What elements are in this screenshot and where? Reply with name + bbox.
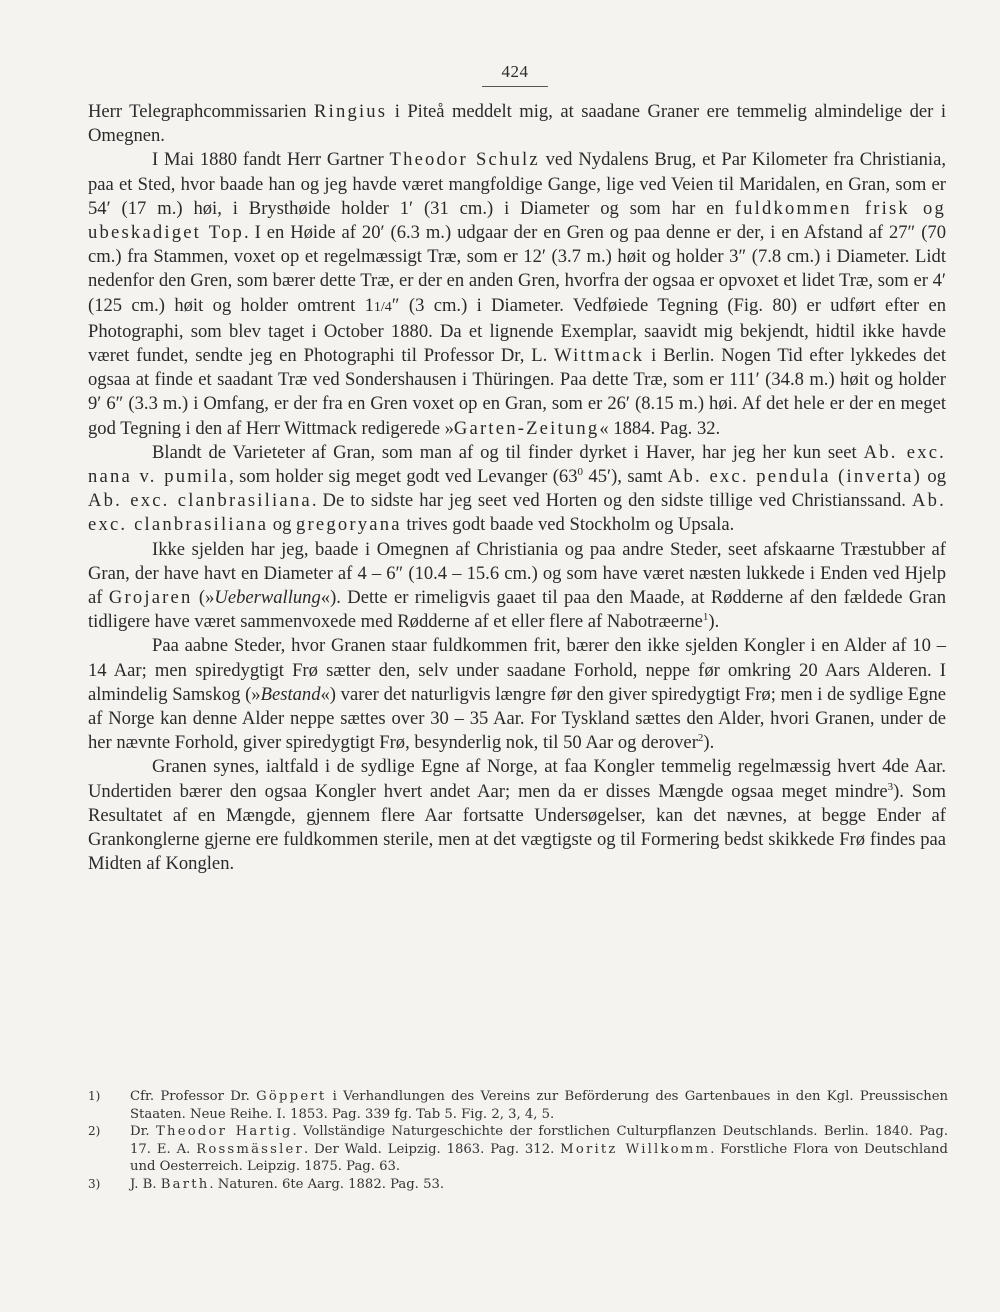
paragraph-5 [88,634,946,755]
text-run: . De to sidste har jeg seet ved Horten og den sidste tillige ved Christianssand. [311,490,913,512]
body-text [88,100,946,877]
person-name: Ringius [313,101,388,122]
author-name: Göppert [256,1089,327,1104]
text-run: 45′), samt [583,466,668,488]
author-name: Rossmässler [196,1141,305,1157]
text-run: Herr Telegraphcommissarien [88,101,314,122]
person-name: Theodor Schulz [389,149,540,171]
term: Grojaren [108,587,193,609]
footnote-mark: 1) [88,1089,101,1103]
fraction: 1/4 [373,299,392,315]
text-run: i Berlin. Nogen Tid efter lykkedes det ogsaa at finde et saadant Træ ved Sondershausen i Thüringen. Paa dette Træ, som er 111′ (34.8 m.) høit og holder 9′ 6″ (3.3 m.) i Omfang, er der fra en Gren voxet op en Gran, som er 26′ (8.15 m.) høi. Af det hele er der en meget god Tegning i den af Herr Wittmack redigerede » [88,345,946,439]
person-name: Wittmack [554,345,645,367]
author-name: Moritz Willkomm [560,1141,711,1157]
paragraph-2 [88,148,946,440]
text-run: Dr. [130,1124,156,1140]
paragraph-6 [88,755,946,876]
page-number: 424 [501,62,529,81]
text-run: . Vollständige Naturgeschichte der forstlichen Culturpflanzen Deutschlands. Berlin. 1840. Pag. 17. E. A. [130,1124,949,1157]
text-run: , som holder sig meget godt ved Levanger (63 [229,466,578,488]
paragraph-1 [88,100,946,148]
degree-mark: 0 [577,465,584,478]
text-run: i Verhandlungen des Vereins zur Beförderung des Gartenbaues in den Kgl. Preussischen Staaten. Neue Reihe. I. 1853. Pag. 339 fg. Tab 5. Fig. 2, 3, 4, 5. [130,1089,948,1122]
text-run: . I en Høide af 20′ (6.3 m.) udgaar der en Gren og paa denne er der, i en Afstand af 27″ (70 cm.) fra Stammen, voxet op et regelmæssigt Træ, som er 12′ (3.7 m.) høit og holder 3″ (7.8 cm.) i Diameter. Lidt nedenfor den Gren, som bærer dette Træ, er der en anden Gren, hvorfra der ogsaa er opvoxet et lidet Træ, som er 4′ (125 cm.) høit og holder omtrent 1 [88,222,946,316]
german-term: Ueberwallung [214,587,321,609]
species-name: Ab. exc. pendula (inverta) [667,466,922,488]
page-number-rule [482,86,548,87]
species-name: Ab. exc. nana v. pumila [88,441,946,488]
text-run: « 1884. Pag. 32. [599,417,721,439]
species-name: Ab. exc. clanbrasiliana [88,490,312,512]
text-run: Blandt de Varieteter af Gran, som man af og til finder dyrket i Haver, har jeg her kun seet [152,441,864,463]
text-run: ). Som Resultatet af en Mængde, gjennem flere Aar fortsatte Undersøgelser, kan det nævnes, at begge Ender af Grankonglerne gjerne ere fuldkommen sterile, men at det vægtigste og til Formering bedst skikkede Frø findes paa Midten af Konglen. [88,780,946,875]
species-name: Ab. exc. clanbrasiliana [88,490,946,536]
footnote-2 [88,1123,948,1176]
publication-title: Garten-Zeitung [453,417,600,439]
text-run: «) varer det naturligvis længre før den giver spiredygtigt Frø; men i de sydlige Egne af Norge kan denne Alder neppe sættes over 30 – 35 Aar. For Tyskland sættes den Alder, hvori Granen, under de her nævnte Forhold, giver spiredygtigt Frø, besynderlig nok, til 50 Aar og derover [88,683,946,754]
text-run: . Forstliche Flora von Deutschland und Oesterreich. Leipzig. 1875. Pag. 63. [130,1141,948,1175]
text-run: . Naturen. 6te Aarg. 1882. Pag. 53. [209,1176,445,1192]
footnote-mark: 3) [88,1176,101,1191]
text-run: J. B. [130,1176,161,1192]
footnote-1 [88,1088,948,1123]
footnote-mark: 2) [88,1124,101,1139]
text-run: ). [703,732,715,754]
german-term: Bestand [260,683,321,705]
text-run: og [268,514,297,536]
footnotes [88,1088,948,1194]
text-run: (» [192,587,215,609]
author-name: Theodor Hartig [156,1124,293,1140]
text-run: i Piteå meddelt mig, at saadane Graner ere temmelig almindelige der i Omegnen. [88,101,946,147]
text-run: I Mai 1880 fandt Herr Gartner [152,149,390,171]
text-run: ved Nydalens Brug, et Par Kilometer fra Christiania, paa et Sted, hvor baade han og jeg havde været mangfoldige Gange, lige ved Veien til Maridalen, en Gran, som er 54′ (17 m.) høi, i Brysthøide holder 1′ (31 cm.) i Diameter og som har en [88,149,947,219]
text-run: Granen synes, ialtfald i de sydlige Egne af Norge, at faa Kongler temmelig regelmæssig hvert 4de Aar. Undertiden bærer den ogsaa Kongler hvert andet Aar; men da er disses Mængde ogsaa meget mindre [88,756,946,802]
text-run: Paa aabne Steder, hvor Granen staar fuldkommen frit, bærer den ikke sjelden Kongler i en Alder af 10 – 14 Aar; men spiredygtigt Frø sætter den, selv under saadane Forhold, neppe før omkring 20 Aars Alderen. I almindelig Samskog (» [88,635,946,705]
text-run: ″ (3 cm.) i Diameter. Vedføiede Tegning (Fig. 80) er udført efter en Photographi, som blev taget i October 1880. Da et lignende Exemplar, saavidt mig bekjendt, hidtil ikke havde været fundet, sendte jeg en Photographi til Professor Dr, L. [88,294,946,367]
text-run: og [921,466,946,488]
text-run: Ikke sjelden har jeg, baade i Omegnen af Christiania og paa andre Steder, seet afskaarne Træstubber af Gran, der have havt en Diameter af 4 – 6″ (10.4 – 15.6 cm.) og som have været næsten lukkede i Enden ved Hjelp af [88,538,946,609]
emphasis-text: fuldkommen frisk og ubeskadiget Top [88,197,946,244]
footnote-ref-3: 3 [887,780,894,793]
text-run: ). [708,611,720,633]
footnote-ref-2: 2 [697,732,704,745]
author-name: Barth [160,1176,210,1192]
paragraph-4 [88,538,946,635]
text-run: Cfr. Professor Dr. [130,1089,257,1104]
text-run: «). Dette er rimeligvis gaaet til paa den Maade, at Rødderne af den fældede Gran tidligere have været sammenvoxede med Rødderne af et eller flere af Nabotræerne [88,587,946,633]
footnote-3 [88,1176,948,1194]
text-run: . Der Wald. Leipzig. 1863. Pag. 312. [304,1141,561,1157]
text-run: trives godt baade ved Stockholm og Upsala. [401,514,735,536]
footnote-ref-1: 1 [702,611,709,624]
species-name: gregoryana [296,514,402,536]
paragraph-3 [88,441,946,538]
